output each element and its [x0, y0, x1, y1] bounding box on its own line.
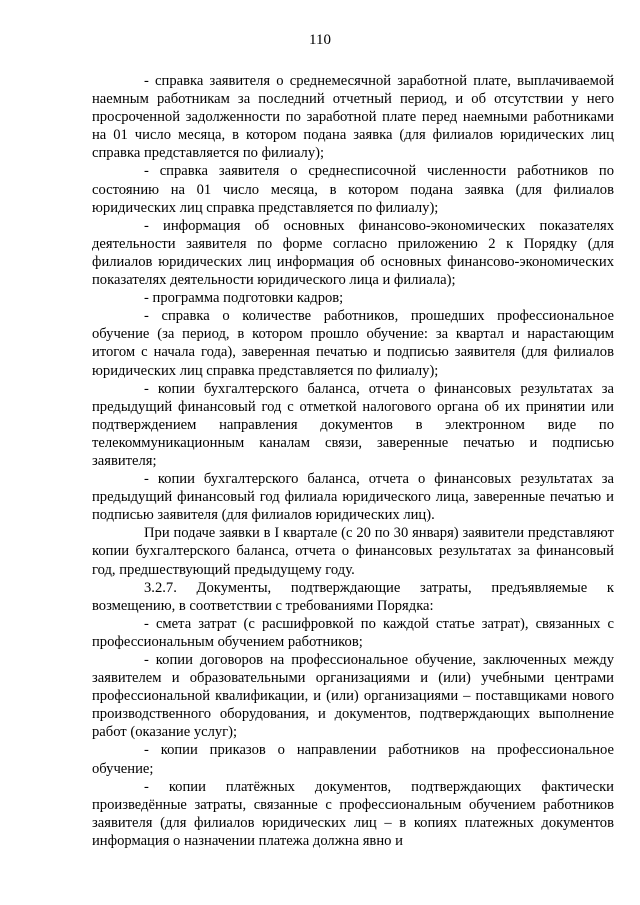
paragraph-referral-orders: - копии приказов о направлении работников на профессиональное обучение;: [92, 742, 614, 777]
paragraph-cost-estimate: - смета затрат (с расшифровкой по каждой статье затрат), связанных с профессиональным обучением работников;: [92, 615, 614, 650]
document-body: [92, 72, 614, 850]
paragraph-training-program: - программа подготовки кадров;: [144, 290, 344, 307]
paragraph-payment-documents: - копии платёжных документов, подтверждающих фактически произведённые затраты, связанные с профессиональным обучением работников заявителя (для филиалов юридических лиц – в копиях платежных документов информация о назначении платежа должна явно и: [92, 778, 614, 849]
paragraph-branch-balance-sheet-copies: - копии бухгалтерского баланса, отчета о финансовых результатах за предыдущий финансовый год филиала юридического лица, заверенные печатью и подписью заявителя (для филиалов юридических лиц).: [92, 471, 614, 524]
paragraph-balance-sheet-copies: - копии бухгалтерского баланса, отчета о финансовых результатах за предыдущий финансовый год с отметкой налогового органа об их принятии или подтверждением направления документов в электронном виде по телекоммуникационным каналам связи, заверенные печатью и подписью заявителя;: [92, 380, 614, 469]
paragraph-training-contracts: - копии договоров на профессиональное обучение, заключенных между заявителем и образовательными организациями и (или) учебными центрами профессиональной квалификации, и (или) организациями – поставщиками нового производственного оборудования, и документов, подтверждающих выполнение работ (оказание услуг);: [92, 652, 614, 741]
paragraph-first-quarter-note: При подаче заявки в I квартале (с 20 по 30 января) заявители представляют копии бухгалтерского баланса, отчета о финансовых результатах за финансовый год, предшествующий предыдущему году.: [92, 525, 614, 578]
paragraph-headcount-certificate: - справка заявителя о среднесписочной численности работников по состоянию на 01 число месяца, в котором подана заявка (для филиалов юридических лиц справка представляется по филиалу);: [92, 163, 614, 216]
page-number: 110: [309, 32, 331, 48]
paragraph-salary-certificate: - справка заявителя о среднемесячной заработной плате, выплачиваемой наемным работникам за последний отчетный период, и об отсутствии у него просроченной задолженности по заработной плате перед наемными работниками на 01 число месяца, в котором подана заявка (для филиалов юридических лиц справка представляется по филиалу);: [92, 73, 614, 162]
paragraph-trained-workers-certificate: - справка о количестве работников, прошедших профессиональное обучение (за период, в котором прошло обучение: за квартал и нарастающим итогом с начала года), заверенная печатью и подписью заявителя (для филиалов юридических лиц справка представляется по филиалу);: [92, 308, 614, 379]
paragraph-section-3-2-7: 3.2.7. Документы, подтверждающие затраты, предъявляемые к возмещению, в соответствии с требованиями Порядка:: [92, 579, 614, 614]
paragraph-financial-indicators: - информация об основных финансово-экономических показателях деятельности заявителя по форме согласно приложению 2 к Порядку (для филиалов юридических лиц информация об основных финансово-экономических показателях деятельности юридического лица и филиала);: [92, 217, 614, 289]
